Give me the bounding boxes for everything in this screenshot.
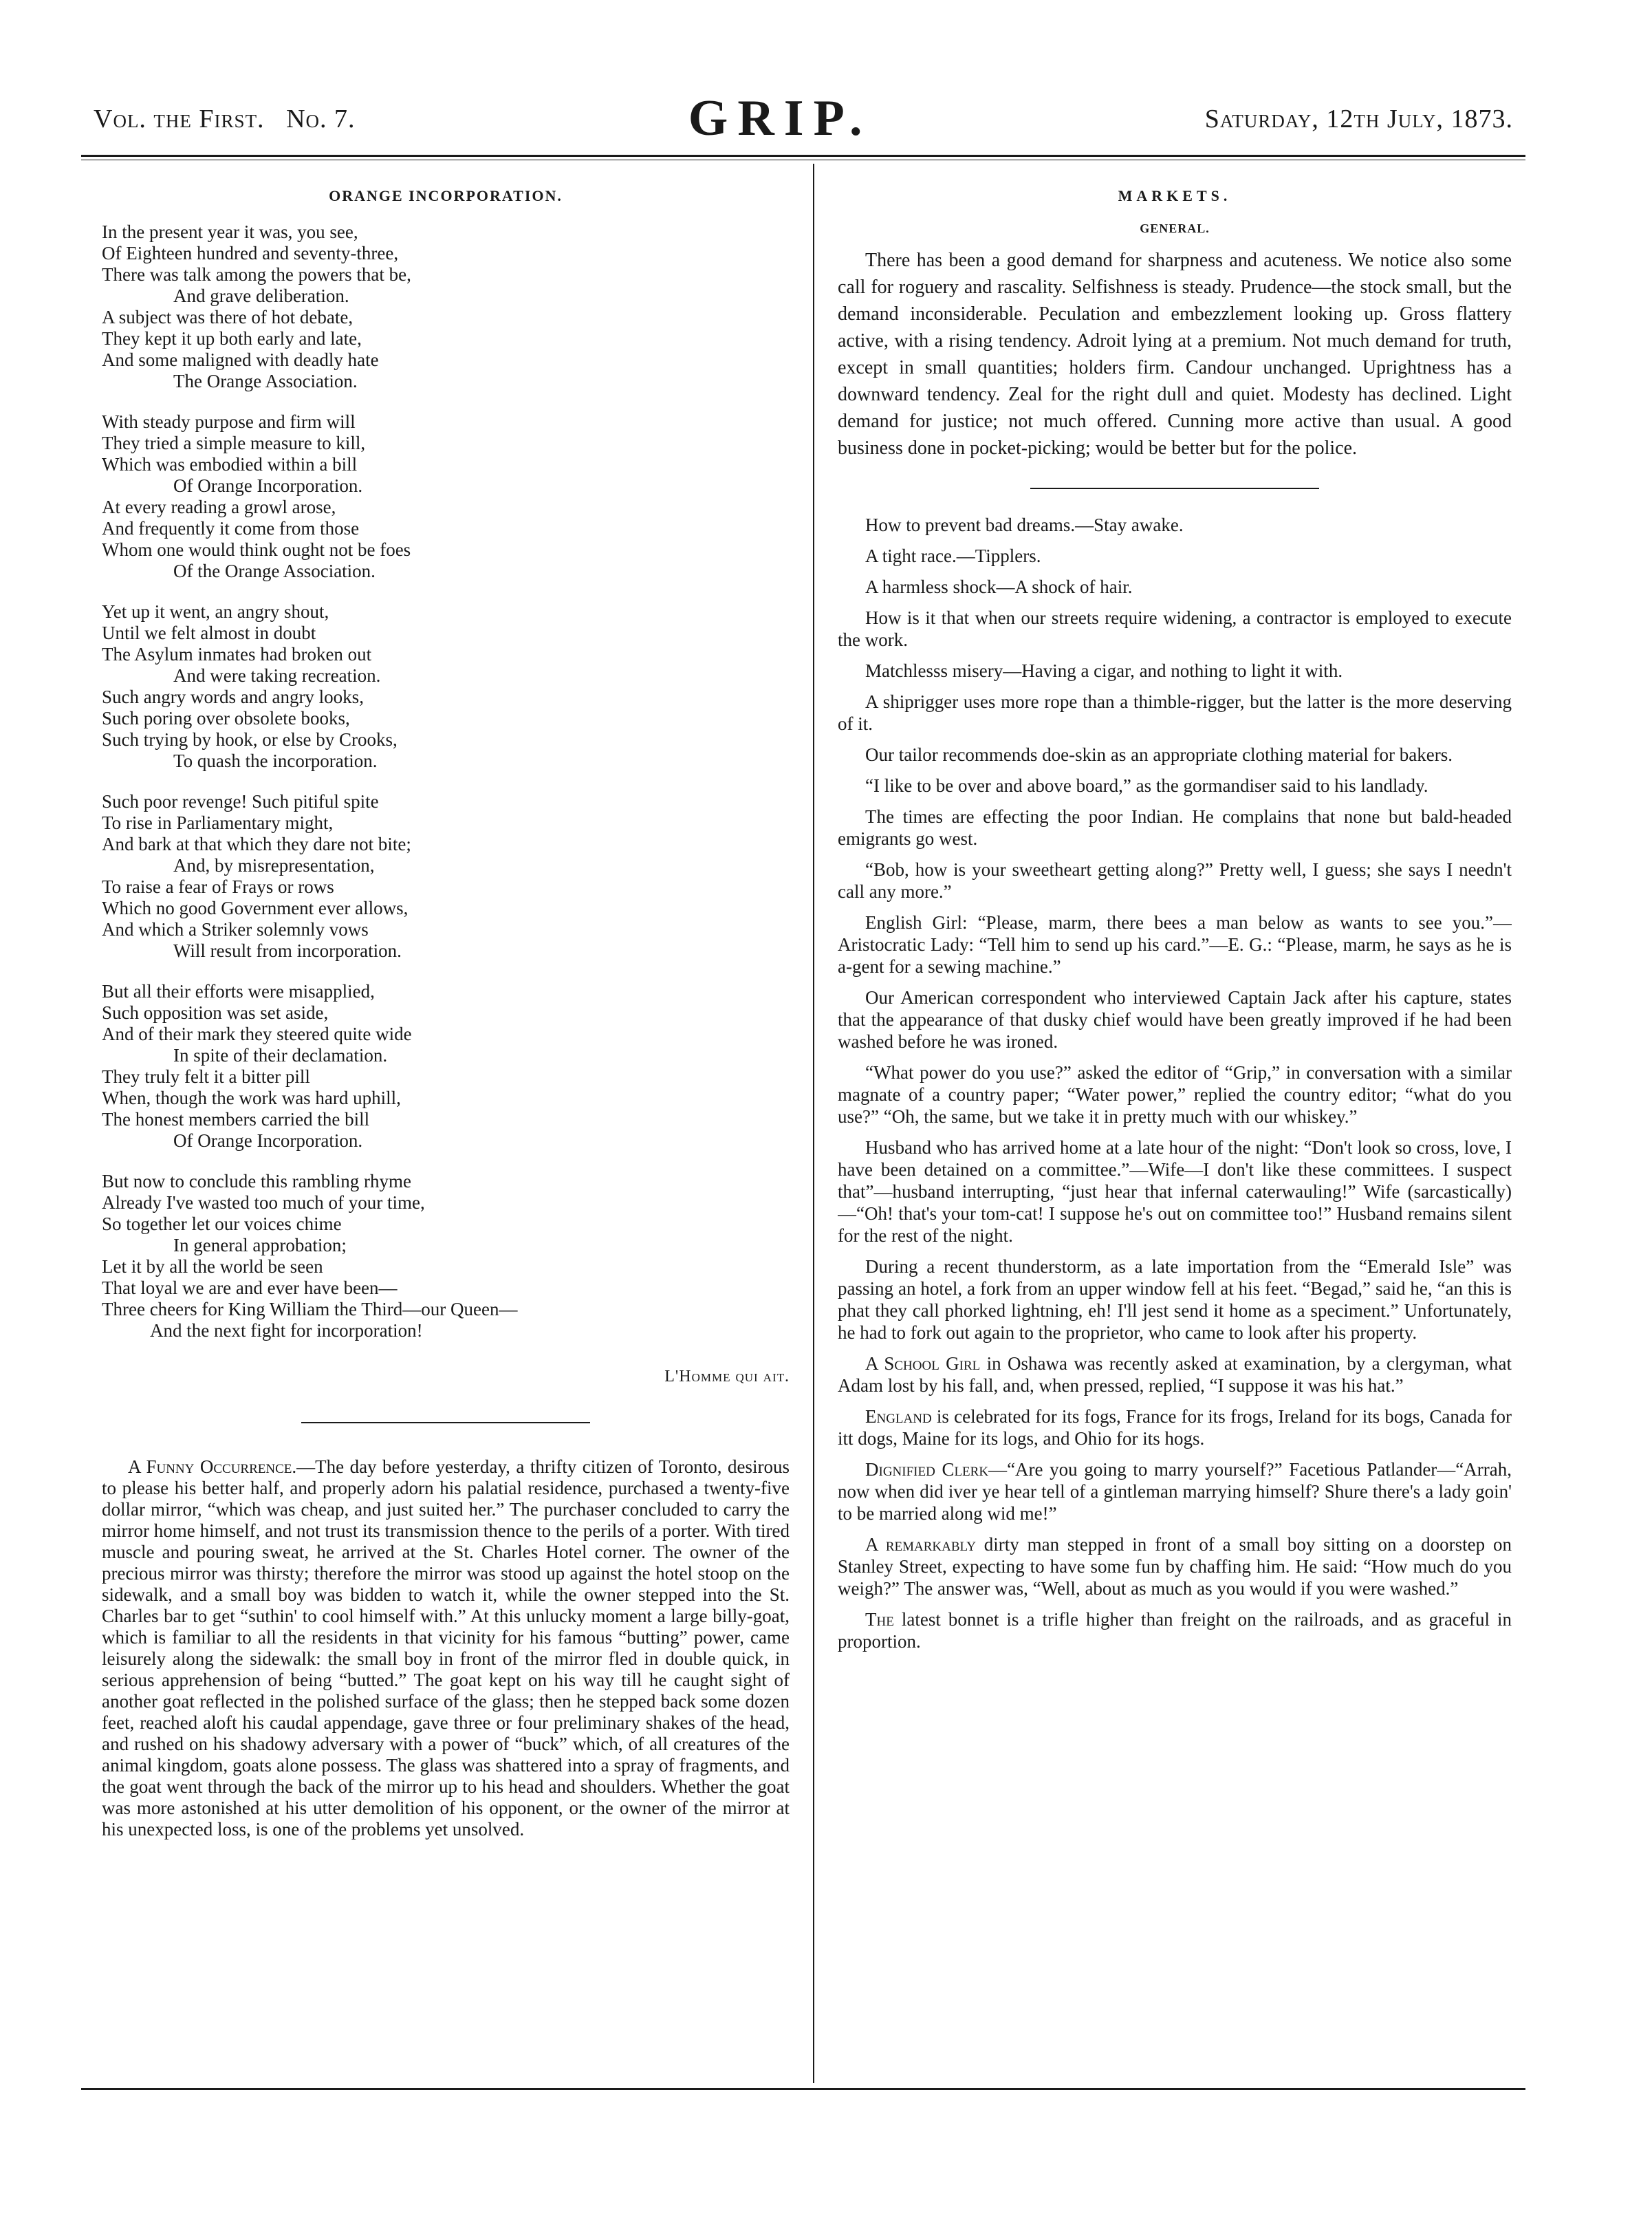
joke-text: A harmless shock—A shock of hair.	[865, 576, 1133, 597]
poem-line: Such poring over obsolete books,	[102, 708, 350, 729]
joke-text: “What power do you use?” asked the editor of “Grip,” in conversation with a similar magnate of a country paper; “Water power,” replied the country editor; “what do you use?” “Oh, the same, but we take it in pretty much with our whiskey.”	[838, 1062, 1512, 1127]
newspaper-page	[81, 83, 1525, 2091]
joke-item	[838, 691, 1512, 735]
joke-text: A shiprigger uses more rope than a thimble-rigger, but the latter is the more deserving of it.	[838, 691, 1512, 734]
joke-lead: The	[865, 1609, 894, 1630]
poem-body	[102, 222, 790, 1341]
poem-line: And of their mark they steered quite wide	[102, 1024, 412, 1044]
joke-text: latest bonnet is a trifle higher than freight on the railroads, and as graceful in proportion.	[838, 1609, 1512, 1652]
joke-item	[838, 1533, 1512, 1599]
joke-text: Our tailor recommends doe-skin as an appropriate clothing material for bakers.	[865, 744, 1453, 765]
poem-line: And grave deliberation.	[173, 285, 349, 306]
joke-item	[838, 744, 1512, 766]
poem-line: But all their efforts were misapplied,	[102, 981, 375, 1002]
poem-line: Three cheers for King William the Third—our Queen—	[102, 1299, 518, 1319]
poem-line: Of Orange Incorporation.	[173, 475, 363, 496]
markets-subtitle: GENERAL.	[1140, 222, 1210, 235]
poem-line: They kept it up both early and late,	[102, 328, 362, 349]
poem-line: The Asylum inmates had broken out	[102, 644, 372, 665]
joke-lead: Dignified Clerk	[865, 1459, 989, 1480]
poem-line: And, by misrepresentation,	[173, 855, 375, 876]
poem-line: They truly felt it a bitter pill	[102, 1066, 310, 1087]
joke-text: The times are effecting the poor Indian. He complains that none but bald-headed emigrants go west.	[838, 806, 1512, 849]
poem-line: Such angry words and angry looks,	[102, 687, 364, 707]
poem-line: Yet up it went, an angry shout,	[102, 601, 329, 622]
joke-text: How is it that when our streets require widening, a contractor is employed to execute the work.	[838, 607, 1512, 650]
poem-line: To quash the incorporation.	[173, 751, 378, 771]
joke-lead: England	[865, 1406, 932, 1427]
poem-line: In the present year it was, you see,	[102, 222, 358, 242]
joke-text: Matchlesss misery—Having a cigar, and nothing to light it with.	[865, 660, 1343, 681]
article-lead: A Funny Occurrence.	[128, 1456, 297, 1477]
issue-number: No. 7.	[286, 104, 356, 133]
joke-text: —“Are you going to marry yourself?” Facetious Patlander—“Arrah, now when did iver ye hear tell of a gintleman marrying himself? Shure there's a lady goin' to be married along wid me!”	[838, 1459, 1512, 1524]
joke-item	[838, 1458, 1512, 1524]
joke-text: “I like to be over and above board,” as the gormandiser said to his landlady.	[865, 775, 1428, 796]
poem-line: Will result from incorporation.	[173, 940, 402, 961]
poem-line: They tried a simple measure to kill,	[102, 433, 366, 453]
poem-line: There was talk among the powers that be,	[102, 264, 411, 285]
poem-line: Such opposition was set aside,	[102, 1002, 329, 1023]
poem-line: And frequently it come from those	[102, 518, 360, 539]
funny-occurrence-article	[102, 1456, 790, 1840]
poem-line: At every reading a growl arose,	[102, 497, 336, 517]
poem-line: Such poor revenge! Such pitiful spite	[102, 791, 379, 812]
left-column	[102, 177, 790, 2083]
joke-text: English Girl: “Please, marm, there bees a man below as wants to see you.”—Aristocratic Lady: “Tell him to send up his card.”—E. G.: “Please, marm, he says as he is a-gent for a sewing machine.”	[838, 912, 1512, 977]
poem-line: Which no good Government ever allows,	[102, 898, 409, 918]
section-rule	[301, 1422, 590, 1423]
joke-text: “Bob, how is your sweetheart getting along?” Pretty well, I guess; she says I needn't call any more.”	[838, 859, 1512, 902]
joke-text: Our American correspondent who interviewed Captain Jack after his capture, states that the appearance of that dusky chief would have been greatly improved if he had been washed before he was ironed.	[838, 987, 1512, 1052]
volume-number	[81, 104, 356, 134]
section-rule	[1030, 488, 1319, 489]
poem-line: Of Eighteen hundred and seventy-three,	[102, 243, 399, 263]
joke-item	[838, 912, 1512, 978]
poem-line: Of the Orange Association.	[173, 561, 376, 581]
poem-line: The honest members carried the bill	[102, 1109, 370, 1130]
poem-line: And bark at that which they dare not bite;	[102, 834, 411, 854]
poem-line: Until we felt almost in doubt	[102, 623, 316, 643]
poem-line: To rise in Parliamentary might,	[102, 812, 334, 833]
poem-line: So together let our voices chime	[102, 1214, 342, 1234]
poem-line: The Orange Association.	[173, 371, 358, 391]
joke-item	[838, 576, 1512, 598]
article-text: —The day before yesterday, a thrifty citizen of Toronto, desirous to please his better half, and properly adorn his palatial residence, purchased a twenty-five dollar mirror, “which was cheap, and just suited her.” The purchaser concluded to carry the mirror home himself, and not trust its transmission thence to the perils of a porter. With tired muscle and pouring sweat, he arrived at the St. Charles Hotel corner. The owner of the precious mirror was thirsty; therefore the mirror was stood up against the hotel stoop on the sidewalk, and a small boy was bidden to watch it, while the owner stepped into the St. Charles bar to get “suthin' to cool himself with.” At this unlucky moment a large billy-goat, which is familiar to all the residents in that vicinity for his famous “butting” power, came leisurely along the sidewalk: the small boy in front of the mirror fled in double quick, in serious apprehension of being “butted.” The goat kept on his way till he caught sight of another goat reflected in the polished surface of the glass; then he stepped back some dozen feet, reached aloft his caudal appendage, gave three or four preliminary shakes of the head, and rushed on his shadowy adversary with a power of “buck” which, of all creatures of the animal kingdom, goats alone possess. The glass was shattered into a spray of fragments, and the goat went through the back of the mirror up to his head and shoulders. Whether the goat was more astonished at his utter demolition of his opponent, or the owner of the mirror at his unexpected loss, is one of the problems yet unsolved.	[102, 1456, 790, 1840]
poem-line: In spite of their declamation.	[173, 1045, 388, 1066]
poem-signature: L'Homme qui ait.	[664, 1368, 790, 1385]
joke-item	[838, 607, 1512, 651]
poem-line: And which a Striker solemnly vows	[102, 919, 369, 940]
poem-line: When, though the work was hard uphill,	[102, 1088, 401, 1108]
poem-stanza	[102, 1171, 790, 1341]
joke-text: in Oshawa was recently asked at examination, by a clergyman, what Adam lost by his fall, and, when pressed, replied, “I suppose it was his hat.”	[838, 1353, 1512, 1396]
right-column	[838, 177, 1512, 2083]
joke-text: How to prevent bad dreams.—Stay awake.	[865, 515, 1184, 535]
poem-line: And some maligned with deadly hate	[102, 349, 379, 370]
newspaper-title: GRIP.	[688, 90, 872, 147]
poem-line: Which was embodied within a bill	[102, 454, 358, 475]
poem-stanza	[102, 981, 790, 1152]
jokes-list	[838, 514, 1512, 1652]
poem-line: With steady purpose and firm will	[102, 411, 356, 432]
joke-item	[838, 1405, 1512, 1449]
poem-line: Such trying by hook, or else by Crooks,	[102, 729, 398, 750]
poem-line: And were taking recreation.	[173, 665, 381, 686]
joke-item	[838, 660, 1512, 682]
poem-line: In general approbation;	[173, 1235, 347, 1255]
joke-text: During a recent thunderstorm, as a late importation from the “Emerald Isle” was passing an hotel, a fork from an upper window fell at his feet. “Begad,” said he, “an this is phat they call phorked lightning, eh! I'll jest send it home as a speciment.” Unfortunately, he had to fork out again to the proprietor, who came to look after his property.	[838, 1256, 1512, 1343]
markets-report: There has been a good demand for sharpness and acuteness. We notice also some call for roguery and rascality. Selfishness is steady. Prudence—the stock small, but the demand inconsiderable. Peculation and embezzlement looking up. Gross flattery active, with a rising tendency. Adroit lying at a premium. Not much demand for truth, except in small quantities; holders firm. Candour unchanged. Uprightness has a downward tendency. Zeal for the right dull and quiet. Modesty has declined. Light demand for justice; not much offered. Cunning more active than usual. A good business done in pocket-picking; would be better but for the police.	[838, 250, 1512, 459]
poem-stanza	[102, 411, 790, 582]
joke-item	[838, 775, 1512, 797]
poem-stanza	[102, 601, 790, 772]
joke-text: is celebrated for its fogs, France for its frogs, Ireland for its bogs, Canada for itt dogs, Maine for its logs, and Ohio for its hogs.	[838, 1406, 1512, 1449]
volume-label: Vol. the First.	[94, 104, 265, 133]
joke-item	[838, 1352, 1512, 1396]
poem-line: But now to conclude this rambling rhyme	[102, 1171, 411, 1191]
joke-item	[838, 1608, 1512, 1652]
joke-item	[838, 514, 1512, 536]
issue-date: Saturday, 12th July, 1873.	[1204, 104, 1513, 133]
joke-text: dirty man stepped in front of a small boy sitting on a doorstep on Stanley Street, expecting to have some fun by chaffing him. He said: “How much do you weigh?” The answer was, “Well, about as much as you would if you were washed.”	[838, 1534, 1512, 1599]
masthead	[81, 83, 1525, 157]
joke-lead: A School Girl	[865, 1353, 981, 1374]
page-bottom-rule	[81, 2088, 1525, 2090]
joke-item	[838, 859, 1512, 903]
column-divider	[813, 164, 814, 2083]
poem-line: And the next fight for incorporation!	[150, 1320, 423, 1341]
poem-line: A subject was there of hot debate,	[102, 307, 354, 327]
joke-item	[838, 1255, 1512, 1344]
poem-line: Let it by all the world be seen	[102, 1256, 323, 1277]
joke-item	[838, 1061, 1512, 1128]
joke-text: Husband who has arrived home at a late hour of the night: “Don't look so cross, love, I have been detained on a committee.”—Wife—I don't like these committees. I suspect that”—husband interrupting, “just hear that infernal caterwauling!” Wife (sarcastically)—“Oh! that's your tom-cat! I suppose he's out on committee too!” Husband remains silent for the rest of the night.	[838, 1137, 1512, 1246]
poem-line: Of Orange Incorporation.	[173, 1130, 363, 1151]
poem-stanza	[102, 791, 790, 962]
joke-item	[838, 1136, 1512, 1247]
markets-title: MARKETS.	[1118, 187, 1232, 204]
poem-line: That loyal we are and ever have been—	[102, 1277, 398, 1298]
poem-line: Whom one would think ought not be foes	[102, 539, 411, 560]
poem-stanza	[102, 222, 790, 392]
joke-text: A tight race.—Tipplers.	[865, 546, 1041, 566]
joke-item	[838, 545, 1512, 567]
poem-title: ORANGE INCORPORATION.	[329, 187, 563, 204]
joke-item	[838, 806, 1512, 850]
poem-line: Already I've wasted too much of your time,	[102, 1192, 425, 1213]
joke-lead: A remarkably	[865, 1534, 976, 1555]
joke-item	[838, 986, 1512, 1053]
poem-line: To raise a fear of Frays or rows	[102, 876, 334, 897]
